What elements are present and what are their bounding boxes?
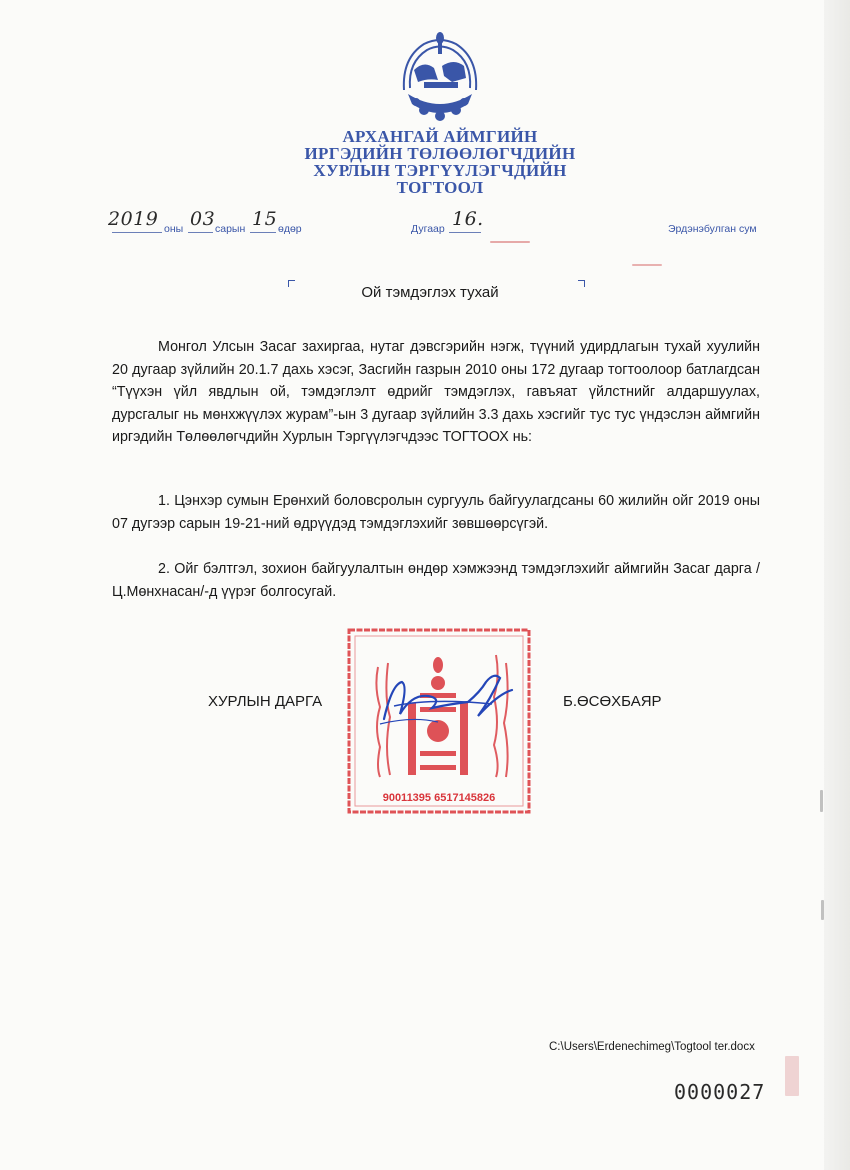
- state-emblem-icon: [394, 30, 486, 130]
- decision-item-2: 2. Ойг бэлтгэл, зохион байгуулалтын өндөр хэмжээнд тэмдэглэхийг аймгийн Засаг дарга /Ц.Мөнхнасан/-д үүрэг болгосугай.: [112, 561, 760, 600]
- document-number: 16.: [452, 208, 484, 230]
- date-year: 2019: [108, 208, 159, 230]
- page-edge: [824, 0, 850, 1170]
- number-label: Дугаар: [411, 223, 445, 235]
- date-year-suffix: оны: [164, 223, 184, 235]
- date-day: 15: [252, 208, 278, 230]
- signatory-title: ХУРЛЫН ДАРГА: [208, 693, 323, 710]
- org-line: АРХАНГАЙ АЙМГИЙН: [342, 127, 538, 146]
- stamp-registration-numbers: 90011395 6517145826: [382, 792, 496, 804]
- issuing-body-title: [260, 128, 620, 196]
- org-line: ХУРЛЫН ТЭРГҮҮЛЭГЧДИЙН: [313, 161, 567, 180]
- date-day-suffix: өдөр: [278, 223, 302, 235]
- archive-number: 0000027: [674, 1080, 766, 1104]
- place-name: Эрдэнэбулган сум: [668, 223, 757, 235]
- edge-mark: [821, 900, 824, 920]
- preamble-paragraph: Монгол Улсын Засаг захиргаа, нутаг дэвсгэрийн нэгж, түүний удирдлагын тухай хуулийн 20 дугаар зүйлийн 20.1.7 дахь хэсэг, Засгийн газрын 2010 оны 172 дугаар тогтоолоор батлагдсан “Түүхэн үйл явдлын ой, тэмдэглэлт өдрийг тэмдэглэх, гавъяат үйлстнийг алдаршуулах, дурсгалыг нь мөнхжүүлэх журам”-ын 3 дугаар зүйлийн 3.3 дахь хэсгийг тус тус үндэслэн аймгийн иргэдийн Төлөөлөгчдийн Хурлын Тэргүүлэгчдээс ТОГТООХ нь:: [112, 339, 760, 445]
- date-number-row: [0, 208, 850, 242]
- ink-mark: [632, 264, 662, 266]
- date-month: 03: [190, 208, 216, 230]
- org-line: ТОГТООЛ: [396, 178, 484, 197]
- faint-bleed-mark: [785, 1056, 799, 1096]
- date-month-suffix: сарын: [215, 223, 246, 235]
- ink-mark: [490, 241, 530, 243]
- org-line: ИРГЭДИЙН ТӨЛӨӨЛӨГЧДИЙН: [304, 144, 576, 163]
- edge-mark: [820, 790, 823, 812]
- signatory-name: Б.ӨСӨХБАЯР: [563, 693, 662, 710]
- file-path: C:\Users\Erdenechimeg\Togtool ter.docx: [549, 1041, 755, 1053]
- document-subject: Ой тэмдэглэх тухай: [361, 284, 499, 301]
- handwritten-signature-icon: [372, 664, 522, 734]
- decision-item-1: 1. Цэнхэр сумын Ерөнхий боловсролын сургууль байгуулагдсаны 60 жилийн ойг 2019 оны 07 дугээр сарын 19-21-ний өдрүүдэд тэмдэглэхийг зөвшөөрсүгэй.: [112, 493, 760, 532]
